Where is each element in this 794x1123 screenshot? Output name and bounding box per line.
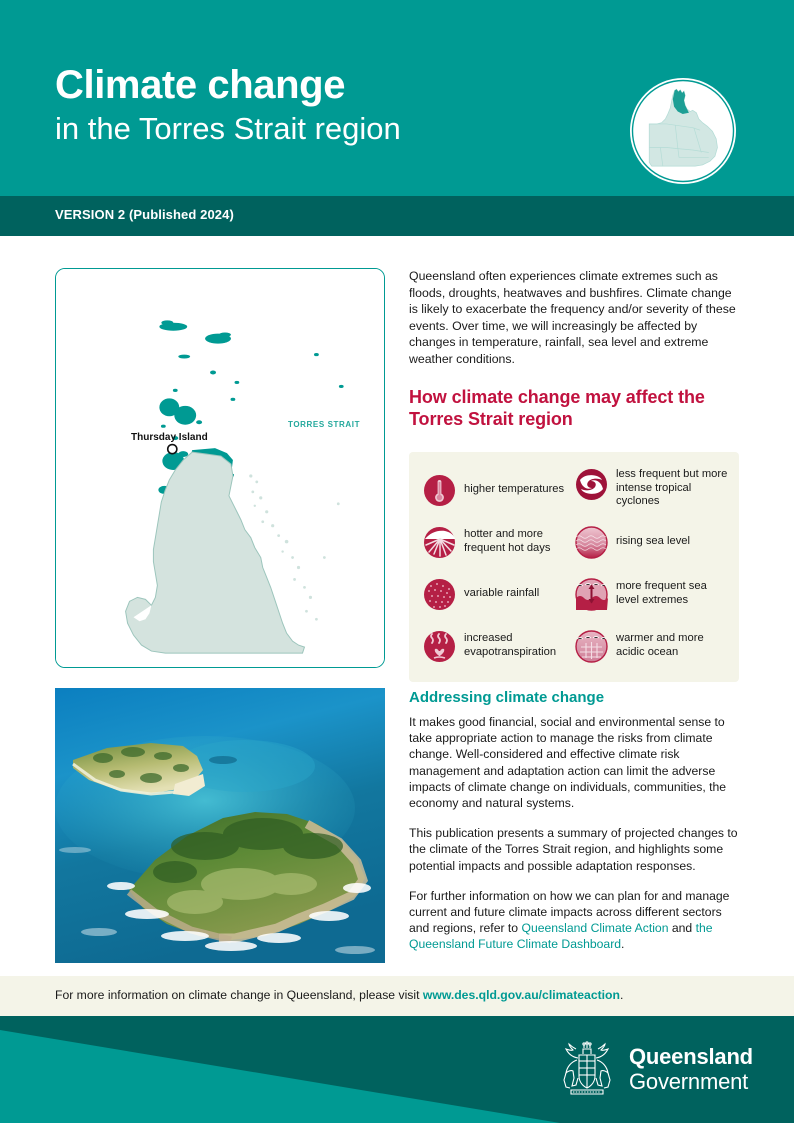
- link-future-climate-dashboard[interactable]: the Queensland Future Climate Dashboard: [409, 921, 713, 952]
- map-label-thursday-island: Thursday Island: [131, 432, 208, 443]
- page-header: [0, 0, 794, 196]
- effect-item-rising-sea-level: [575, 516, 729, 568]
- effect-label: higher temperatures: [464, 483, 565, 496]
- map-label-torres-strait: TORRES STRAIT: [288, 420, 361, 429]
- version-text: VERSION 2 (Published 2024): [55, 207, 234, 222]
- acidic-ocean-icon: [575, 630, 608, 663]
- cyclone-icon: [575, 468, 608, 501]
- sea-level-extremes-icon: [575, 578, 608, 611]
- island-photo: [55, 688, 385, 963]
- effects-heading: How climate change may affect the Torres Strait region: [409, 386, 705, 429]
- effect-label: warmer and more acidic ocean: [616, 632, 704, 658]
- addressing-paragraph-1: It makes good financial, social and environmental sense to take appropriate action to manage the risks from climate change. Well-considered and effective climate risk management and adaptation action can limit the adverse impacts of climate change on individuals, communities, the economy and natural systems.: [409, 715, 727, 811]
- page-subtitle: in the Torres Strait region: [55, 111, 401, 146]
- addressing-paragraph-3: [409, 888, 742, 953]
- header-title-group: [55, 62, 401, 148]
- effect-item-higher-temperatures: [423, 464, 575, 516]
- effect-item-tropical-cyclones: [575, 464, 729, 516]
- effect-label: increased evapotranspiration: [464, 632, 557, 658]
- queensland-coat-of-arms-icon: [556, 1038, 618, 1100]
- wordmark-line-2: Government: [629, 1069, 749, 1094]
- effect-label: hotter and more frequent hot days: [464, 528, 551, 554]
- addressing-paragraph-2: This publication presents a summary of projected changes to the climate of the Torres Strait region, and highlights some potential impacts and possible adaptation responses.: [409, 826, 738, 873]
- more-info-tail: .: [619, 988, 624, 1002]
- rising-sea-level-icon: [575, 526, 608, 559]
- addressing-p3-tail: .: [621, 937, 625, 952]
- teal-wedge-decoration: [0, 1016, 600, 1123]
- effect-label: more frequent sea level extremes: [616, 580, 707, 606]
- torres-strait-map: [55, 268, 385, 668]
- evapotranspiration-icon: [423, 630, 456, 663]
- more-info-lead: For more information on climate change in Queensland, please visit: [55, 988, 423, 1002]
- page-title: Climate change: [55, 63, 346, 107]
- government-wordmark: [629, 1044, 753, 1094]
- addressing-heading: Addressing climate change: [409, 689, 605, 706]
- wordmark-line-1: Queensland: [629, 1044, 753, 1069]
- effect-label: variable rainfall: [464, 587, 540, 600]
- page-footer: [0, 1016, 794, 1123]
- addressing-p3-lead: For further information on how we can plan for and manage current and future climate impacts across different sectors and regions, refer to: [409, 888, 730, 936]
- effect-label: rising sea level: [616, 535, 690, 548]
- queensland-government-logo: [556, 1036, 756, 1102]
- effect-item-hot-days: [423, 516, 575, 568]
- thermometer-icon: [423, 474, 456, 507]
- climate-effects-panel: [409, 452, 739, 682]
- addressing-p3-conj: and: [668, 921, 696, 936]
- intro-column: [409, 268, 739, 430]
- rainfall-icon: [423, 578, 456, 611]
- effect-item-variable-rainfall: [423, 568, 575, 620]
- more-info-text: [55, 988, 623, 1002]
- climate-effects-grid: [423, 464, 729, 672]
- addressing-section: [409, 688, 742, 953]
- effect-item-evapotranspiration: [423, 620, 575, 672]
- link-queensland-climate-action[interactable]: Queensland Climate Action: [521, 921, 669, 936]
- more-info-band: [0, 976, 794, 1016]
- effect-label: less frequent but more intense tropical cyclones: [616, 468, 728, 508]
- intro-paragraph: Queensland often experiences climate extremes such as floods, droughts, heatwaves and bushfires. Climate change is likely to exacerbate the frequency and/or severity of these events. Over time, we will increasingly be affected by changes in temperature, rainfall, sea level and extreme weather conditions.: [409, 269, 736, 366]
- link-des-climateaction[interactable]: www.des.qld.gov.au/climateaction: [422, 988, 620, 1002]
- effect-item-acidic-ocean: [575, 620, 729, 672]
- version-bar: [0, 196, 794, 236]
- effect-item-sea-level-extremes: [575, 568, 729, 620]
- page-body: [0, 236, 794, 976]
- queensland-map-icon: [628, 76, 738, 186]
- sun-rays-icon: [423, 526, 456, 559]
